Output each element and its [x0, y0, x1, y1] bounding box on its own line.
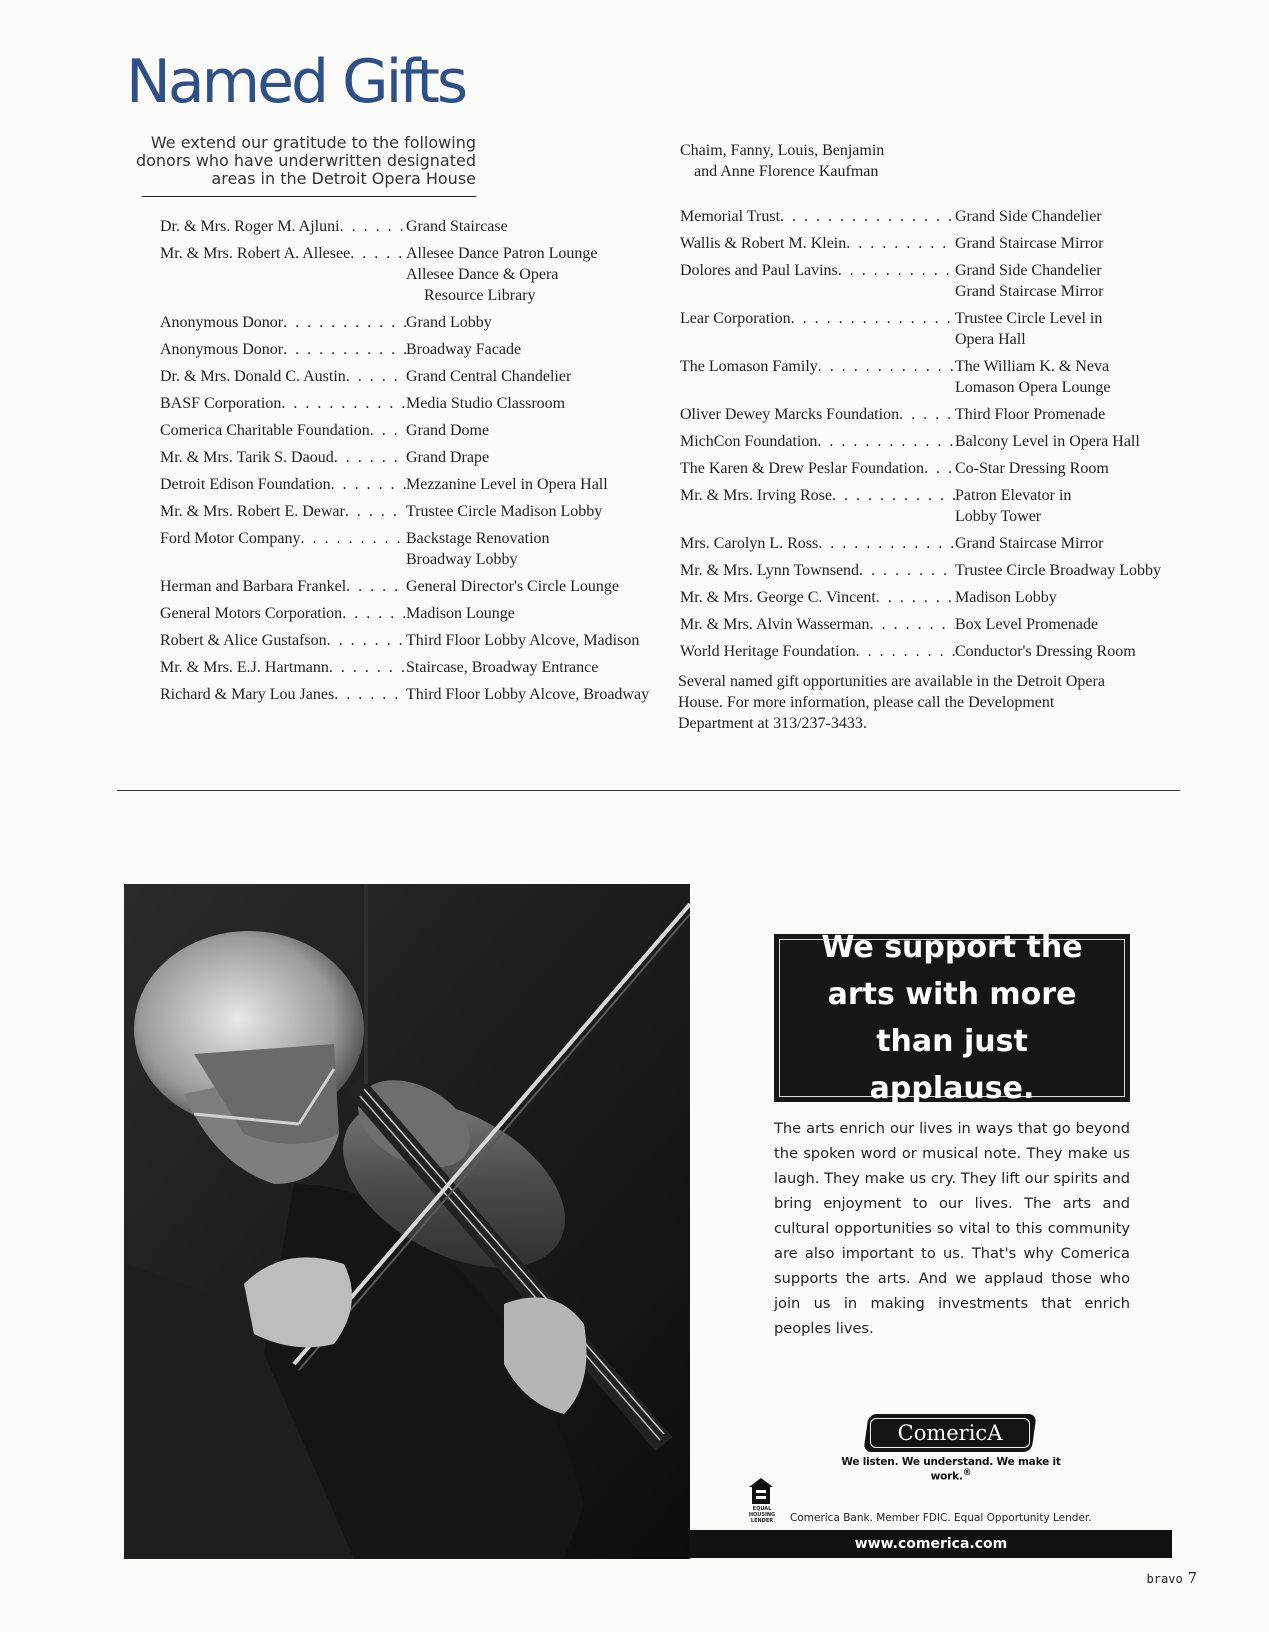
- donor-name: Mr. & Mrs. Lynn Townsend: [680, 562, 860, 579]
- named-gift-row: [160, 339, 660, 360]
- donor-name: Robert & Alice Gustafson: [160, 632, 327, 649]
- donor-cell: [680, 614, 955, 635]
- donor-name: Ford Motor Company: [160, 530, 301, 547]
- donor-cell: [680, 458, 955, 479]
- donor-name: World Heritage Foundation: [680, 643, 856, 660]
- donor-cell: [680, 431, 955, 452]
- dot-leader: [818, 533, 955, 554]
- page-title: Named Gifts: [126, 47, 466, 117]
- fdic-disclaimer: Comerica Bank. Member FDIC. Equal Opportunity Lender.: [790, 1512, 1092, 1524]
- designated-area: [955, 431, 1140, 452]
- area-line: Resource Library: [424, 287, 536, 304]
- donor-cell: [680, 308, 955, 350]
- donor-cell: [680, 356, 955, 398]
- named-gift-row: [680, 587, 1200, 608]
- area-line: Trustee Circle Level in: [955, 310, 1103, 327]
- designated-area: [406, 684, 649, 705]
- designated-area: [406, 243, 597, 306]
- dot-leader: [281, 393, 406, 414]
- donor-name: The Lomason Family: [680, 358, 818, 375]
- dot-leader: [838, 260, 955, 302]
- area-line: Third Floor Lobby Alcove, Madison: [406, 632, 640, 649]
- designated-area: [406, 630, 639, 651]
- area-line: Grand Dome: [406, 422, 490, 439]
- area-line: Opera Hall: [955, 331, 1026, 348]
- dot-leader: [346, 366, 406, 387]
- named-gift-row: [680, 614, 1200, 635]
- area-line: Third Floor Promenade: [955, 406, 1106, 423]
- designated-area: [406, 576, 619, 597]
- area-line: Conductor's Dressing Room: [955, 643, 1136, 660]
- named-gift-row: [160, 630, 660, 651]
- area-line: Madison Lobby: [955, 589, 1057, 606]
- donor-name: Mrs. Carolyn L. Ross: [680, 535, 819, 552]
- dot-leader: [327, 630, 406, 651]
- area-line: Madison Lounge: [406, 605, 515, 622]
- area-line: Staircase, Broadway Entrance: [406, 659, 599, 676]
- donor-name: Mr. & Mrs. Robert A. Allesee: [160, 245, 351, 262]
- named-gift-row: [160, 312, 660, 333]
- registered-mark: ®: [962, 1468, 972, 1478]
- donor-cell: [160, 501, 406, 522]
- named-gift-row: [160, 474, 660, 495]
- named-gift-row: [680, 641, 1200, 662]
- donor-cell: [680, 233, 955, 254]
- donor-cell: [680, 587, 955, 608]
- ad-headline-box: [774, 930, 1130, 1106]
- dot-leader: [899, 404, 955, 425]
- donor-line: and Anne Florence Kaufman: [694, 163, 879, 180]
- named-gift-row: [680, 404, 1200, 425]
- area-line: General Director's Circle Lounge: [406, 578, 620, 595]
- area-line: Grand Staircase: [406, 218, 508, 235]
- donor-cell: [160, 216, 406, 237]
- intro-line: We extend our gratitude to the following: [150, 133, 476, 152]
- area-line: Mezzanine Level in Opera Hall: [406, 476, 608, 493]
- dot-leader: [334, 684, 406, 705]
- designated-area: [406, 657, 598, 678]
- named-gift-row: [160, 420, 660, 441]
- area-line: Allesee Dance & Opera: [406, 266, 559, 283]
- donor-name: General Motors Corporation: [160, 605, 343, 622]
- named-gift-row: [680, 458, 1200, 479]
- donor-name: Memorial Trust: [680, 208, 781, 225]
- dot-leader: [817, 431, 955, 452]
- donor-name: Herman and Barbara Frankel: [160, 578, 347, 595]
- area-line: Grand Side Chandelier: [955, 208, 1102, 225]
- named-gift-row: [680, 260, 1200, 302]
- area-line: Third Floor Lobby Alcove, Broadway: [406, 686, 650, 703]
- dot-leader: [345, 501, 406, 522]
- designated-area: [955, 533, 1103, 554]
- donor-name: The Karen & Drew Peslar Foundation: [680, 460, 924, 477]
- designated-area: [955, 560, 1161, 581]
- dot-leader: [300, 528, 406, 570]
- designated-area: [406, 501, 602, 522]
- donor-cell: [680, 560, 955, 581]
- comerica-logo: [863, 1414, 1036, 1452]
- donor-cell: [160, 657, 406, 678]
- area-line: Grand Lobby: [406, 314, 492, 331]
- donor-cell: [160, 447, 406, 468]
- dot-leader: [331, 474, 406, 495]
- comerica-url[interactable]: www.comerica.com: [854, 1536, 1008, 1552]
- donor-name: MichCon Foundation: [680, 433, 818, 450]
- donor-name: Anonymous Donor: [160, 341, 284, 358]
- equal-housing-label: EQUAL HOUSING LENDER: [748, 1506, 776, 1524]
- donor-name: Richard & Mary Lou Janes: [160, 686, 335, 703]
- section-divider: [117, 790, 1180, 791]
- named-gift-row: [160, 657, 660, 678]
- area-line: Grand Drape: [406, 449, 490, 466]
- named-gift-row: [160, 501, 660, 522]
- dot-leader: [283, 339, 406, 360]
- ad-headline: We support the arts with more than just applause.: [779, 939, 1125, 1097]
- donor-name: Oliver Dewey Marcks Foundation: [680, 406, 900, 423]
- donor-name: Mr. & Mrs. E.J. Hartmann: [160, 659, 329, 676]
- donor-cell: [160, 684, 406, 705]
- area-line: Grand Side Chandelier: [955, 262, 1102, 279]
- area-line: Lobby Tower: [955, 508, 1042, 525]
- area-line: Grand Staircase Mirror: [955, 283, 1104, 300]
- designated-area: [406, 366, 571, 387]
- donor-name: Anonymous Donor: [160, 314, 284, 331]
- dot-leader: [791, 308, 955, 350]
- designated-area: [406, 528, 550, 570]
- designated-area: [955, 308, 1102, 350]
- named-gifts-list-right: [680, 206, 1200, 668]
- dot-leader: [283, 312, 406, 333]
- designated-area: [955, 206, 1102, 227]
- donor-cell: [160, 312, 406, 333]
- designated-area: [955, 458, 1109, 479]
- named-gift-row: [160, 684, 660, 705]
- area-line: Trustee Circle Madison Lobby: [406, 503, 603, 520]
- named-gift-row: [680, 206, 1200, 227]
- designated-area: [955, 233, 1103, 254]
- dot-leader: [334, 447, 406, 468]
- donor-cell: [160, 528, 406, 570]
- area-line: Backstage Renovation: [406, 530, 550, 547]
- donor-cell: [160, 243, 406, 306]
- designated-area: [406, 216, 508, 237]
- kaufman-donor-header: [680, 140, 884, 182]
- intro-line: areas in the Detroit Opera House: [211, 169, 476, 188]
- area-line: Grand Central Chandelier: [406, 368, 572, 385]
- donor-cell: [160, 420, 406, 441]
- named-gift-row: [160, 576, 660, 597]
- donor-cell: [160, 576, 406, 597]
- donor-name: Wallis & Robert M. Klein: [680, 235, 847, 252]
- donor-cell: [160, 630, 406, 651]
- dot-leader: [876, 587, 955, 608]
- dot-leader: [846, 233, 955, 254]
- donor-name: Dolores and Paul Lavins: [680, 262, 838, 279]
- donor-name: Lear Corporation: [680, 310, 791, 327]
- equal-housing-icon: [748, 1477, 774, 1505]
- donor-name: Mr. & Mrs. Robert E. Dewar: [160, 503, 345, 520]
- designated-area: [406, 393, 565, 414]
- designated-area: [955, 356, 1111, 398]
- dot-leader: [370, 420, 406, 441]
- donor-name: Dr. & Mrs. Roger M. Ajluni: [160, 218, 340, 235]
- intro-underline: [142, 196, 476, 197]
- designated-area: [406, 420, 489, 441]
- designated-area: [955, 260, 1103, 302]
- area-line: The William K. & Neva: [955, 358, 1110, 375]
- designated-area: [955, 587, 1057, 608]
- magazine-brand: bravo: [1146, 1572, 1183, 1586]
- comerica-tagline: [820, 1456, 1082, 1483]
- intro-line: donors who have underwritten designated: [135, 151, 476, 170]
- area-line: Lomason Opera Lounge: [955, 379, 1111, 396]
- designated-area: [406, 312, 492, 333]
- violinist-photo: [124, 884, 690, 1559]
- area-line: Media Studio Classroom: [406, 395, 566, 412]
- dot-leader: [870, 614, 955, 635]
- named-gift-row: [160, 243, 660, 306]
- area-line: Co-Star Dressing Room: [955, 460, 1109, 477]
- area-line: Box Level Promenade: [955, 616, 1099, 633]
- dot-leader: [350, 243, 406, 306]
- opportunities-note: Several named gift opportunities are available in the Detroit Opera House. For more information, please call the Development Department at 313/237-3433.: [678, 673, 1105, 732]
- donor-cell: [680, 485, 955, 527]
- named-gift-row: [680, 485, 1200, 527]
- named-gifts-list-left: [160, 216, 660, 711]
- donor-name: Detroit Edison Foundation: [160, 476, 331, 493]
- named-gift-row: [160, 216, 660, 237]
- dot-leader: [832, 485, 955, 527]
- area-line: Trustee Circle Broadway Lobby: [955, 562, 1162, 579]
- designated-area: [955, 404, 1105, 425]
- donor-name: BASF Corporation: [160, 395, 282, 412]
- donor-name: Dr. & Mrs. Donald C. Austin: [160, 368, 346, 385]
- tagline-text: We listen. We understand. We make it work.: [841, 1456, 1061, 1483]
- designated-area: [406, 474, 608, 495]
- donor-cell: [680, 533, 955, 554]
- dot-leader: [340, 216, 406, 237]
- dot-leader: [859, 560, 955, 581]
- donor-name: Mr. & Mrs. Irving Rose: [680, 487, 832, 504]
- comerica-logo-text: ComericA: [870, 1418, 1030, 1448]
- donor-cell: [160, 393, 406, 414]
- designated-area: [955, 641, 1136, 662]
- comerica-url-bar: [690, 1530, 1172, 1558]
- dot-leader: [924, 458, 955, 479]
- ad-body-copy: The arts enrich our lives in ways that go beyond the spoken word or musical note. They make us laugh. They make us cry. They lift our spirits and bring enjoyment to our lives. The arts and cultural opportunities so vital to this community are also important to us. That's why Comerica supports the arts. And we applaud those who join us in making investments that enrich peoples lives.: [774, 1120, 1130, 1337]
- dot-leader: [329, 657, 406, 678]
- named-gift-row: [680, 431, 1200, 452]
- designated-area: [955, 485, 1071, 527]
- named-gift-row: [680, 533, 1200, 554]
- designated-area: [406, 447, 489, 468]
- dot-leader: [818, 356, 955, 398]
- donor-name: Comerica Charitable Foundation: [160, 422, 370, 439]
- page-folio: [1147, 1569, 1197, 1587]
- donor-cell: [160, 603, 406, 624]
- designated-area: [406, 339, 521, 360]
- donor-cell: [680, 641, 955, 662]
- designated-area: [955, 614, 1098, 635]
- named-gift-row: [680, 356, 1200, 398]
- donor-name: Mr. & Mrs. Tarik S. Daoud: [160, 449, 334, 466]
- donor-cell: [160, 366, 406, 387]
- area-line: Balcony Level in Opera Hall: [955, 433, 1140, 450]
- area-line: Broadway Facade: [406, 341, 522, 358]
- named-gift-row: [680, 560, 1200, 581]
- intro-text: [128, 134, 476, 188]
- named-gift-row: [160, 393, 660, 414]
- dot-leader: [856, 641, 955, 662]
- area-line: Broadway Lobby: [406, 551, 518, 568]
- donor-line: Chaim, Fanny, Louis, Benjamin: [680, 142, 885, 159]
- named-gift-row: [680, 233, 1200, 254]
- donor-cell: [160, 474, 406, 495]
- area-line: Grand Staircase Mirror: [955, 535, 1104, 552]
- area-line: Grand Staircase Mirror: [955, 235, 1104, 252]
- dot-leader: [780, 206, 955, 227]
- donor-name: Mr. & Mrs. George C. Vincent: [680, 589, 876, 606]
- designated-area: [406, 603, 515, 624]
- donor-cell: [680, 260, 955, 302]
- donor-name: Mr. & Mrs. Alvin Wasserman: [680, 616, 870, 633]
- donor-cell: [680, 206, 955, 227]
- named-gift-row: [160, 603, 660, 624]
- donor-cell: [680, 404, 955, 425]
- area-line: Allesee Dance Patron Lounge: [406, 245, 598, 262]
- page-number: 7: [1187, 1569, 1197, 1587]
- dot-leader: [346, 576, 406, 597]
- named-gift-row: [160, 366, 660, 387]
- area-line: Patron Elevator in: [955, 487, 1072, 504]
- dot-leader: [342, 603, 406, 624]
- named-gift-row: [160, 447, 660, 468]
- donor-cell: [160, 339, 406, 360]
- named-gift-row: [160, 528, 660, 570]
- named-gift-row: [680, 308, 1200, 350]
